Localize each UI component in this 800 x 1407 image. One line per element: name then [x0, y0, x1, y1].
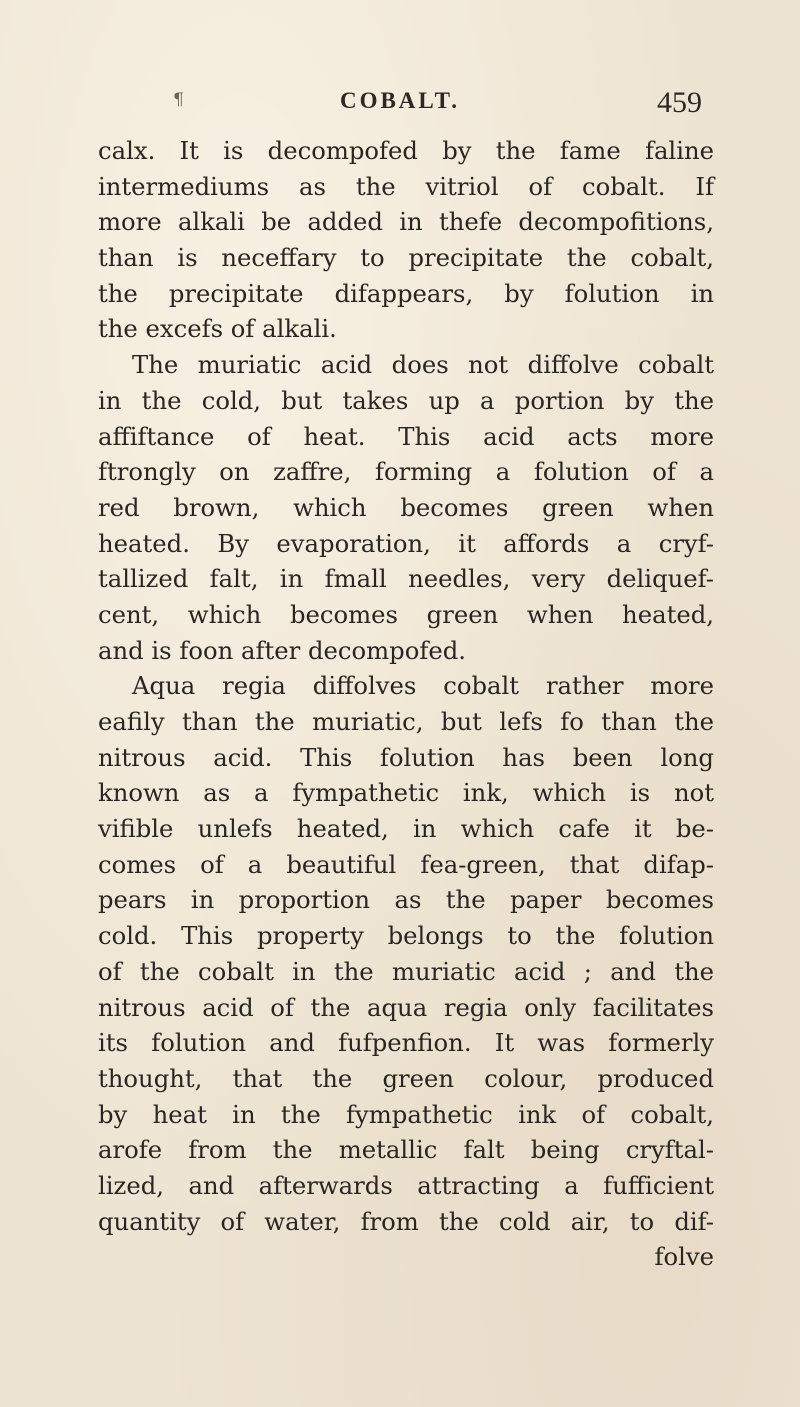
- text-line: by heat in the fympathetic ink of cobalt,: [98, 1099, 714, 1129]
- text-line: arofe from the metallic falt being cryftal-: [98, 1135, 714, 1165]
- text-line: eafily than the muriatic, but lefs fo than the: [98, 707, 714, 736]
- text-line: cold. This property belongs to the folution: [98, 921, 714, 951]
- body-text: [98, 133, 714, 1275]
- text-line: pears in proportion as the paper becomes: [98, 885, 714, 915]
- text-line: comes of a beautiful fea-green, that difap-: [98, 849, 714, 879]
- text-line: the excefs of alkali.: [98, 314, 337, 344]
- text-line: quantity of water, from the cold air, to dif-: [98, 1206, 714, 1236]
- text-line: more alkali be added in thefe decompofitions,: [98, 207, 714, 237]
- running-head: COBALT.: [339, 88, 461, 113]
- page-number: 459: [657, 86, 702, 119]
- text-line: its folution and fufpenfion. It was formerly: [98, 1028, 714, 1058]
- text-line: intermediums as the vitriol of cobalt. If: [98, 171, 714, 201]
- text-line: the precipitate difappears, by folution in: [98, 278, 714, 308]
- text-line: vifible unlefs heated, in which cafe it be-: [98, 814, 714, 844]
- text-line: nitrous acid. This folution has been long: [98, 742, 714, 772]
- text-line: ftrongly on zaffre, forming a folution of a: [98, 457, 714, 487]
- printer-mark: ¶: [173, 90, 184, 110]
- text-line: of the cobalt in the muriatic acid ; and the: [98, 956, 714, 986]
- page-header: [0, 88, 800, 128]
- text-line: lized, and afterwards attracting a fufficient: [98, 1170, 714, 1200]
- text-line: than is neceffary to precipitate the cobalt,: [98, 243, 714, 273]
- text-line: nitrous acid of the aqua regia only facilitates: [98, 992, 714, 1022]
- text-line: heated. By evaporation, it affords a cryf-: [98, 528, 714, 558]
- text-line: The muriatic acid does not diffolve cobalt: [132, 350, 714, 380]
- text-line: affiftance of heat. This acid acts more: [98, 421, 714, 451]
- text-line: cent, which becomes green when heated,: [98, 599, 714, 629]
- text-line: calx. It is decompofed by the fame faline: [98, 136, 714, 165]
- text-line: red brown, which becomes green when: [98, 492, 714, 522]
- text-line: Aqua regia diffolves cobalt rather more: [132, 671, 714, 701]
- text-line: tallized falt, in fmall needles, very deliquef-: [98, 564, 714, 594]
- text-line: thought, that the green colour, produced: [98, 1063, 714, 1093]
- catchword: folve: [654, 1242, 714, 1272]
- text-line: known as a fympathetic ink, which is not: [98, 778, 714, 808]
- text-line: and is foon after decompofed.: [98, 635, 466, 665]
- text-line: in the cold, but takes up a portion by the: [98, 385, 714, 415]
